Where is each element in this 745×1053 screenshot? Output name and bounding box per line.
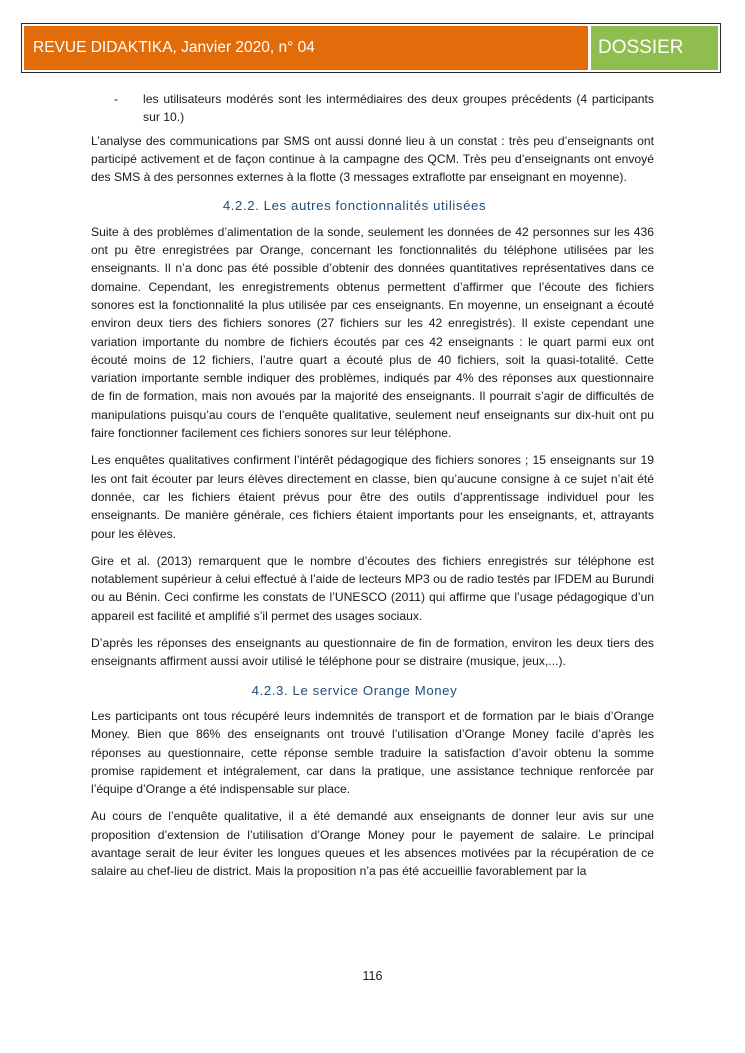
- article-body: [91, 90, 654, 890]
- section-heading-4-2-3: 4.2.3. Le service Orange Money: [251, 682, 458, 698]
- paragraph: D’après les réponses des enseignants au questionnaire de fin de formation, environ les deux tiers des enseignants affirment aussi avoir utilisé le téléphone pour se distraire (musique, jeux,...).: [91, 636, 654, 669]
- paragraph: Les enquêtes qualitatives confirment l’intérêt pédagogique des fichiers sonores ; 15 enseignants sur 19 les ont fait écouter par leurs élèves directement en classe, bien qu’aucune consigne à ce sujet n’ait été donnée, car les fichiers étaient prévus pour être des outils d’apprentissage individuel pour les enseignants. De manière générale, ces fichiers étaient importants pour les enseignants, et, attrayants pour les élèves.: [91, 453, 654, 541]
- journal-header: [21, 23, 721, 73]
- section-label: DOSSIER: [591, 26, 718, 70]
- paragraph: L’analyse des communications par SMS ont aussi donné lieu à un constat : très peu d’enseignants ont participé activement et de façon continue à la campagne des QCM. Très peu d’enseignants ont envoyé des SMS à des personnes externes à la flotte (3 messages extraflotte par enseignant en moyenne).: [91, 133, 654, 185]
- list-item-text: les utilisateurs modérés sont les intermédiaires des deux groupes précédents (4 participants sur 10.): [143, 92, 654, 125]
- page-number: 116: [362, 969, 383, 983]
- paragraph: Suite à des problèmes d’alimentation de la sonde, seulement les données de 42 personnes sur les 436 ont pu être enregistrées par Orange, concernant les fonctionnalités du téléphone utilisées par les enseignants. Il n’a donc pas été possible d’obtenir des données quantitatives représentatives dans ce domaine. Cependant, les enregistrements obtenus permettent d’affirmer que l’écoute des fichiers sonores est la fonctionnalité la plus utilisée par ces enseignants. En moyenne, un enseignant a écouté environ deux tiers des fichiers sonores (27 fichiers sur les 42 enregistrés). Il existe cependant une variation importante du nombre de fichiers écoutés par ces 42 enseignants : le quart parmi eux ont écouté moins de 12 fichiers, l’autre quart a écouté plus de 40 fichiers, soit la quasi-totalité. Cette variation importante semble indiquer des problèmes, indiqués par 4% des réponses aux questionnaire de fin de formation, mais non avoués par la majorité des enseignants. Il pourrait s’agir de difficultés de manipulations puisqu’au cours de l’enquête qualitative, seulement neuf enseignants sur dix-huit ont pu faire fonctionner facilement ces fichiers sonores sur leur téléphone.: [91, 224, 654, 441]
- paragraph: Au cours de l’enquête qualitative, il a été demandé aux enseignants de donner leur avis sur une proposition d’extension de l’utilisation d’Orange Money pour le payement de salaire. Le principal avantage serait de leur éviter les longues queues et les absences motivées par la récupération de ce salaire au chef-lieu de district. Mais la proposition n’a pas été accueillie favorablement par la: [91, 809, 654, 879]
- paragraph: Les participants ont tous récupéré leurs indemnités de transport et de formation par le biais d’Orange Money. Bien que 86% des enseignants ont trouvé l’utilisation d’Orange Money facile d’après les réponses au questionnaire, cette réponse semble traduire la satisfaction d’avoir obtenu la somme promise rapidement et intégralement, car dans la pratique, une assistance technique renforcée par l’équipe d’Orange a été indispensable sur place.: [91, 708, 654, 797]
- paragraph: Gire et al. (2013) remarquent que le nombre d’écoutes des fichiers enregistrés sur téléphone est notablement supérieur à celui effectué à l’aide de lecteurs MP3 ou de radio testés par IFDEM au Burundi ou au Bénin. Ceci confirme les constats de l’UNESCO (2011) qui affirme que l’usage pédagogique d’un appareil est facilité et amplifié s’il permet des usages sociaux.: [91, 553, 654, 623]
- section-heading-4-2-2: 4.2.2. Les autres fonctionnalités utilisées: [222, 198, 487, 214]
- list-item: [91, 90, 654, 127]
- journal-title: REVUE DIDAKTIKA, Janvier 2020, n° 04: [24, 26, 588, 70]
- bullet-marker: -: [114, 92, 119, 106]
